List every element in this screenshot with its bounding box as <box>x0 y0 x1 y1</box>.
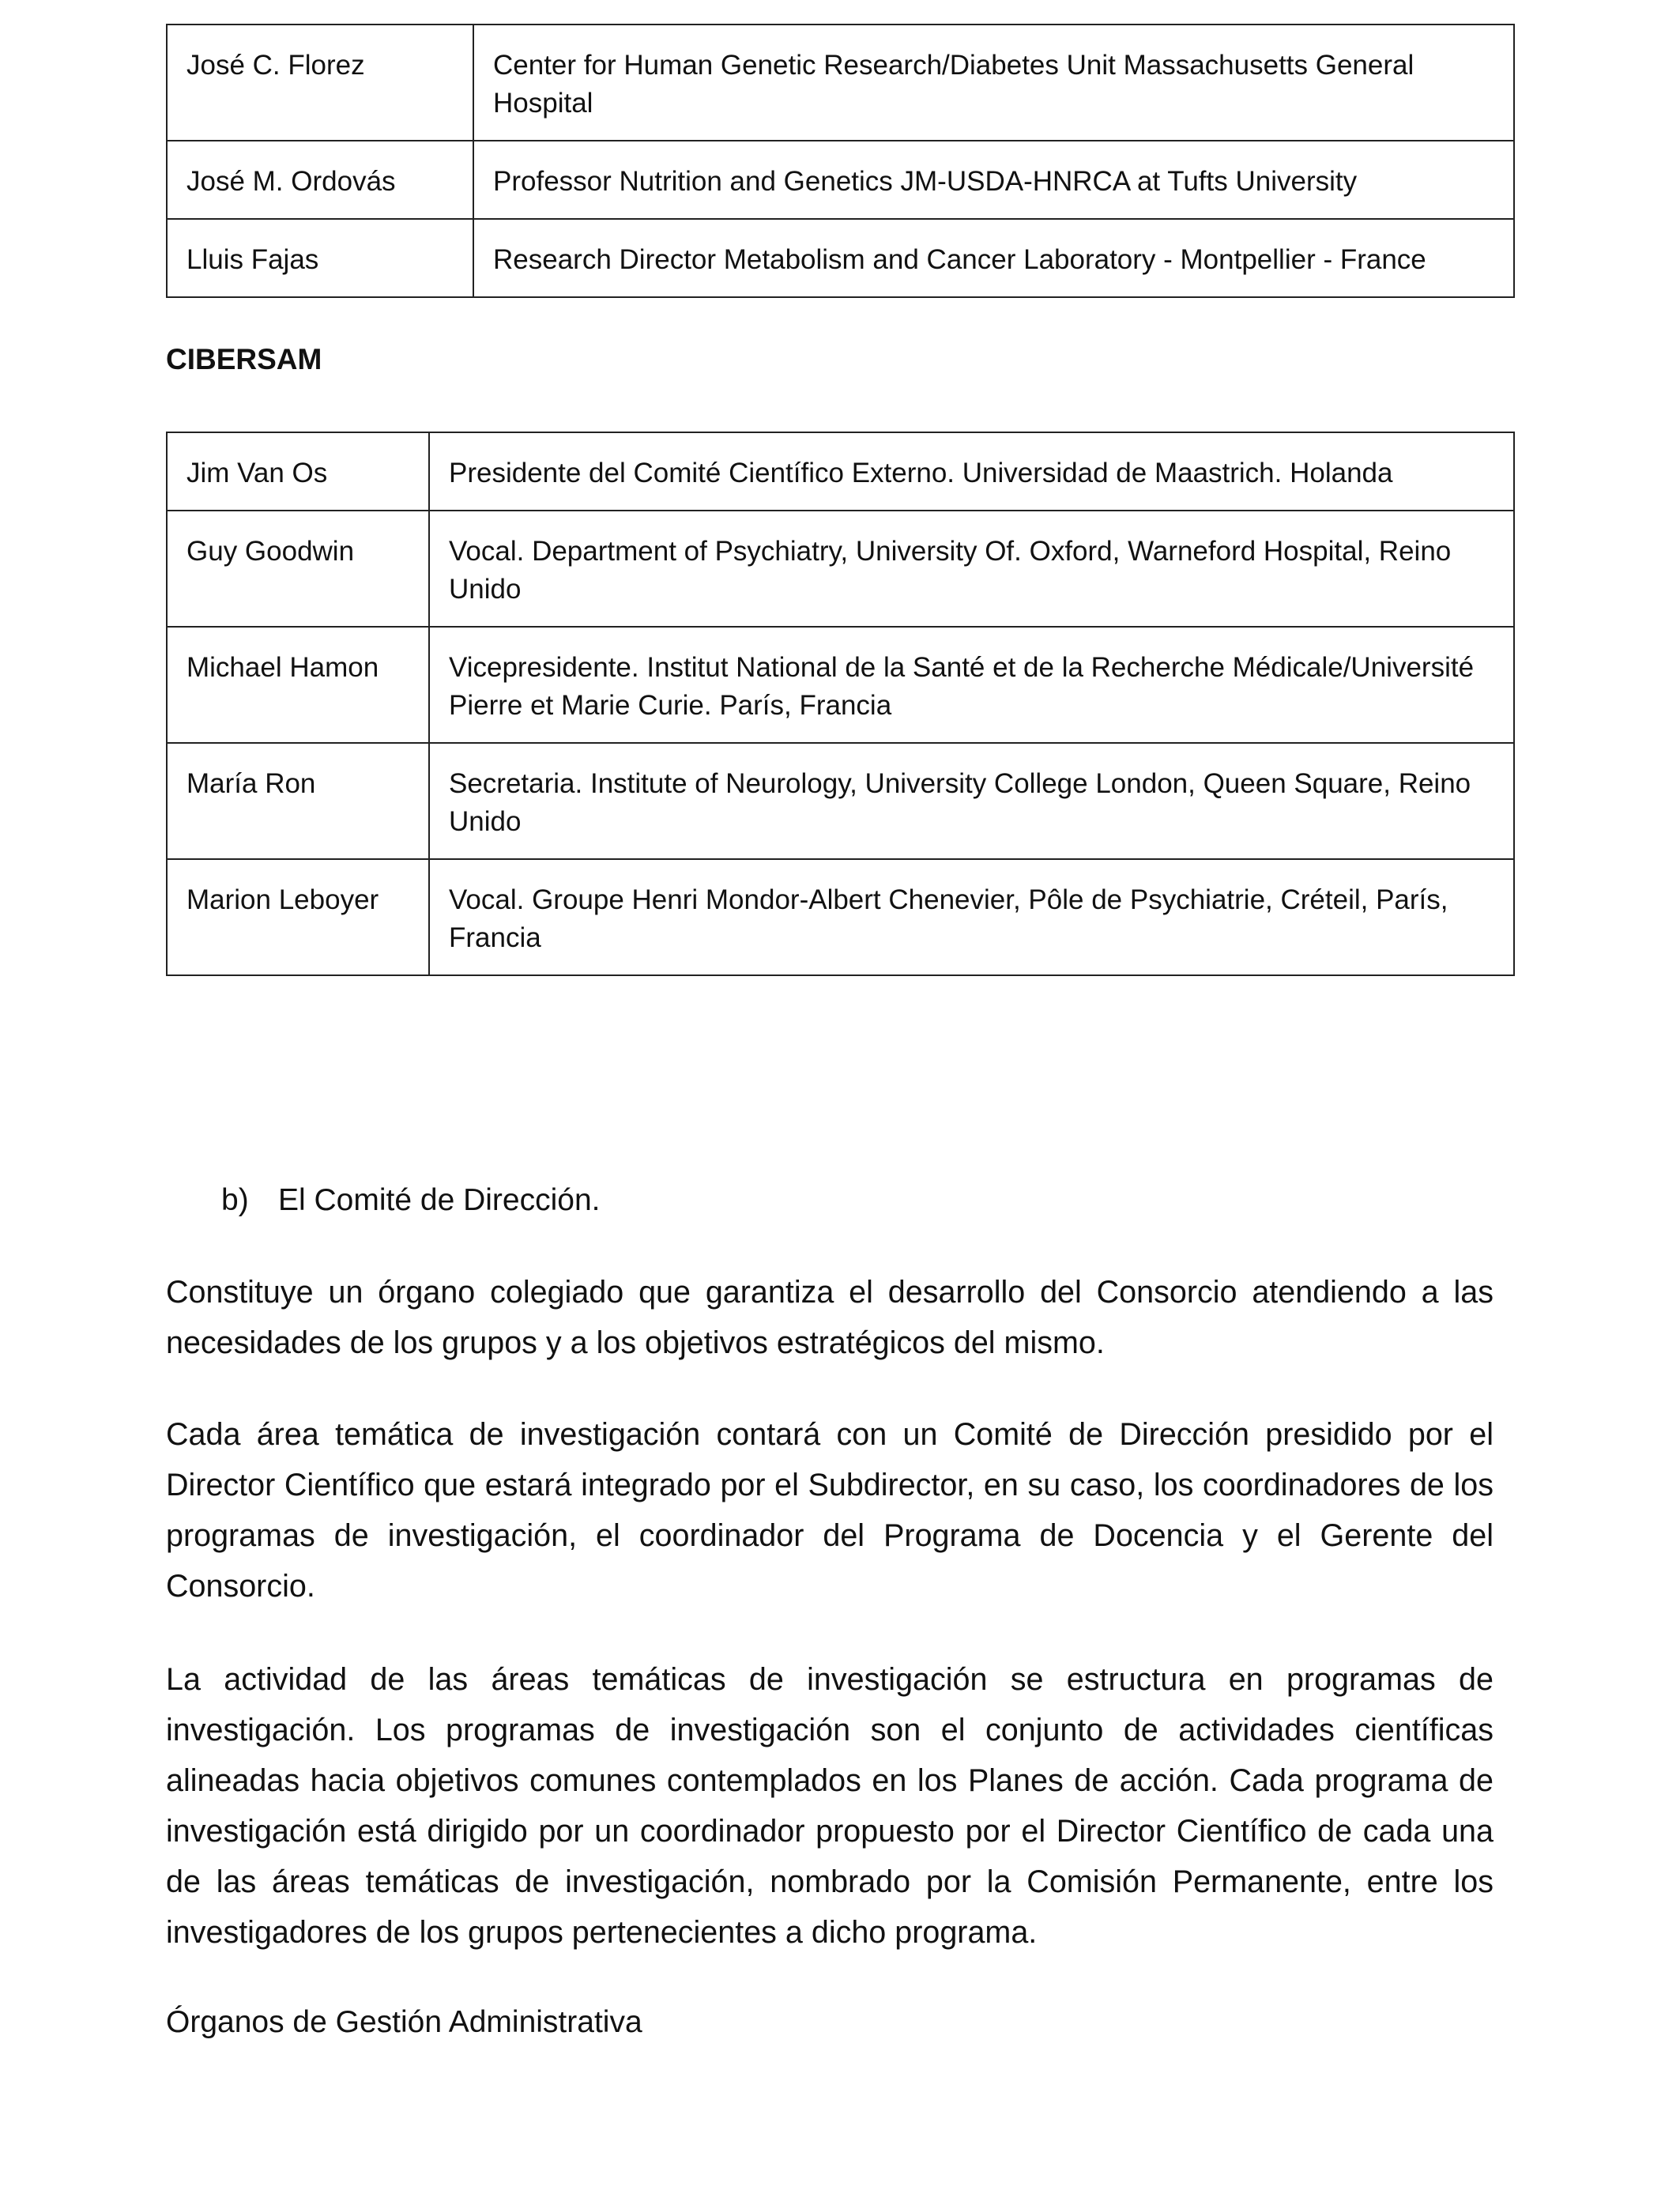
list-item-text: El Comité de Dirección. <box>278 1183 601 1217</box>
member-name-cell: Jim Van Os <box>167 432 429 511</box>
member-name-cell: María Ron <box>167 743 429 859</box>
member-affiliation-cell: Professor Nutrition and Genetics JM-USDA-HNRCA at Tufts University <box>473 141 1514 219</box>
body-paragraph: Constituye un órgano colegiado que garantiza el desarrollo del Consorcio atendiendo a las necesidades de los grupos y a los objetivos estratégicos del mismo. <box>166 1275 1494 1360</box>
member-affiliation-cell: Secretaria. Institute of Neurology, University College London, Queen Square, Reino Unido <box>429 743 1514 859</box>
list-item-comite-direccion <box>221 1180 600 1221</box>
section-heading-organos-gestion: Órganos de Gestión Administrativa <box>166 2005 642 2039</box>
body-paragraph: Cada área temática de investigación contará con un Comité de Dirección presidido por el Director Científico que estará integrado por el Subdirector, en su caso, los coordinadores de los programas de investigación, el coordinador del Programa de Docencia y el Gerente del Consorcio. <box>166 1417 1494 1604</box>
list-marker: b) <box>221 1183 249 1217</box>
member-name-cell: Michael Hamon <box>167 627 429 743</box>
member-affiliation-cell: Presidente del Comité Científico Externo. Universidad de Maastrich. Holanda <box>429 432 1514 511</box>
member-name-cell: Marion Leboyer <box>167 859 429 975</box>
table-row <box>167 25 1514 141</box>
member-name-cell: Lluis Fajas <box>167 219 473 297</box>
table-row <box>167 627 1514 743</box>
member-affiliation-cell: Research Director Metabolism and Cancer Laboratory - Montpellier - France <box>473 219 1514 297</box>
member-affiliation-cell: Vocal. Groupe Henri Mondor-Albert Chenevier, Pôle de Psychiatrie, Créteil, París, Francia <box>429 859 1514 975</box>
member-affiliation-cell: Vocal. Department of Psychiatry, University Of. Oxford, Warneford Hospital, Reino Unido <box>429 511 1514 627</box>
member-name-cell: José M. Ordovás <box>167 141 473 219</box>
table-row <box>167 859 1514 975</box>
table-row <box>167 219 1514 297</box>
table-row <box>167 141 1514 219</box>
table-row <box>167 743 1514 859</box>
body-paragraph: La actividad de las áreas temáticas de investigación se estructura en programas de investigación. Los programas de investigación son el conjunto de actividades científicas alineadas hacia objetivos comunes contemplados en los Planes de acción. Cada programa de investigación está dirigido por un coordinador propuesto por el Director Científico de cada una de las áreas temáticas de investigación, nombrado por la Comisión Permanente, entre los investigadores de los grupos pertenecientes a dicho programa. <box>166 1662 1494 1950</box>
member-affiliation-cell: Center for Human Genetic Research/Diabetes Unit Massachusetts General Hospital <box>473 25 1514 141</box>
member-name-cell: Guy Goodwin <box>167 511 429 627</box>
table-row <box>167 432 1514 511</box>
table-row <box>167 511 1514 627</box>
committee-table-cibersam <box>166 432 1515 976</box>
committee-table-1 <box>166 24 1515 298</box>
member-name-cell: José C. Florez <box>167 25 473 141</box>
member-affiliation-cell: Vicepresidente. Institut National de la Santé et de la Recherche Médicale/Université Pierre et Marie Curie. París, Francia <box>429 627 1514 743</box>
section-heading-cibersam: CIBERSAM <box>166 343 322 375</box>
